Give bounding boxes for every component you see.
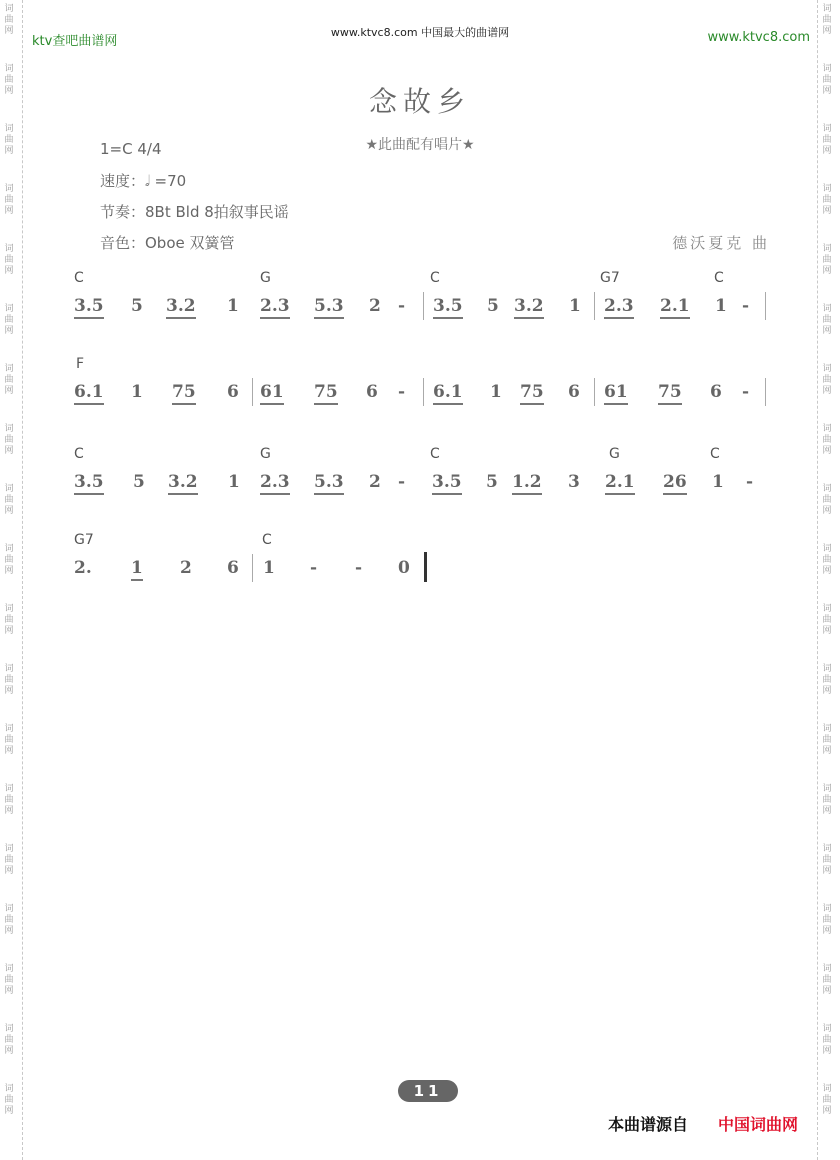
edge-watermark-tag: 词曲网 bbox=[822, 1084, 832, 1116]
note: 75 bbox=[520, 382, 544, 405]
edge-watermark-tag: 词曲网 bbox=[822, 784, 832, 816]
note: 0 bbox=[398, 558, 410, 578]
note: 2.3 bbox=[604, 296, 634, 319]
song-title: 念故乡 bbox=[368, 85, 471, 118]
tempo: 速度：𝅗𝅥 =70 bbox=[100, 172, 187, 190]
chord-symbol: C bbox=[74, 446, 84, 462]
chord-symbol: C bbox=[262, 532, 272, 548]
note: 3.5 bbox=[74, 296, 104, 319]
score-row-3 bbox=[0, 446, 840, 526]
edge-watermark-tag: 词曲网 bbox=[822, 244, 832, 276]
edge-watermark-tag: 词曲网 bbox=[822, 844, 832, 876]
edge-watermark-tag: 词曲网 bbox=[822, 364, 832, 396]
note: - bbox=[310, 558, 318, 578]
edge-watermark-tag: 词曲网 bbox=[822, 604, 832, 636]
note: - bbox=[398, 472, 406, 492]
note: - bbox=[398, 382, 406, 402]
bar-line bbox=[252, 554, 253, 582]
note: 1 bbox=[228, 472, 240, 492]
header-slogan: www.ktvc8.com 中国最大的曲谱网 bbox=[330, 26, 510, 39]
note: 61 bbox=[604, 382, 628, 405]
source-label: 本曲谱源自 bbox=[608, 1115, 689, 1134]
edge-watermark-tag: 词曲网 bbox=[822, 304, 832, 336]
note: - bbox=[742, 382, 750, 402]
chord-symbol: C bbox=[74, 270, 84, 286]
song-subtitle: ★此曲配有唱片★ bbox=[365, 137, 475, 153]
note: - bbox=[398, 296, 406, 316]
edge-watermark-tag: 词曲网 bbox=[4, 4, 14, 36]
edge-watermark-tag: 词曲网 bbox=[822, 424, 832, 456]
edge-watermark-tag: 词曲网 bbox=[4, 664, 14, 696]
chord-symbol: C bbox=[714, 270, 724, 286]
edge-watermark-tag: 词曲网 bbox=[4, 604, 14, 636]
chord-symbol: C bbox=[710, 446, 720, 462]
header-site-url[interactable]: www.ktvc8.com bbox=[707, 30, 810, 45]
bar-line bbox=[765, 378, 766, 406]
note: 2 bbox=[369, 472, 381, 492]
score-row-2 bbox=[0, 356, 840, 436]
edge-watermark-tag: 词曲网 bbox=[4, 904, 14, 936]
edge-watermark-tag: 词曲网 bbox=[822, 724, 832, 756]
note: 75 bbox=[658, 382, 682, 405]
composer: 德沃夏克 曲 bbox=[672, 234, 770, 252]
chord-symbol: C bbox=[430, 446, 440, 462]
note: 1 bbox=[131, 382, 143, 402]
edge-watermark-tag: 词曲网 bbox=[4, 424, 14, 456]
bar-line bbox=[765, 292, 766, 320]
note: 5 bbox=[131, 296, 143, 316]
edge-watermark-tag: 词曲网 bbox=[822, 964, 832, 996]
rhythm: 节奏：8Bt Bld 8拍叙事民谣 bbox=[100, 203, 289, 221]
edge-watermark-tag: 词曲网 bbox=[4, 64, 14, 96]
note: 2. bbox=[74, 558, 92, 578]
edge-watermark-tag: 词曲网 bbox=[4, 844, 14, 876]
note: 1 bbox=[712, 472, 724, 492]
note: 3.5 bbox=[74, 472, 104, 495]
note: 1 bbox=[131, 558, 143, 581]
edge-watermark-tag: 词曲网 bbox=[4, 244, 14, 276]
chord-symbol: G7 bbox=[74, 532, 94, 548]
edge-watermark-tag: 词曲网 bbox=[4, 304, 14, 336]
edge-watermark-tag: 词曲网 bbox=[822, 4, 832, 36]
note: 2 bbox=[369, 296, 381, 316]
score-row-4 bbox=[0, 532, 840, 612]
tone: 音色：Oboe 双簧管 bbox=[100, 234, 235, 252]
note: 1.2 bbox=[512, 472, 542, 495]
note: - bbox=[746, 472, 754, 492]
edge-watermark-tag: 词曲网 bbox=[4, 484, 14, 516]
edge-watermark-tag: 词曲网 bbox=[4, 1024, 14, 1056]
note: 6 bbox=[710, 382, 722, 402]
note: 61 bbox=[260, 382, 284, 405]
note: 3 bbox=[568, 472, 580, 492]
note: 5 bbox=[486, 472, 498, 492]
note: 75 bbox=[314, 382, 338, 405]
note: 6 bbox=[227, 382, 239, 402]
chord-symbol: G bbox=[260, 270, 271, 286]
edge-watermark-tag: 词曲网 bbox=[4, 544, 14, 576]
note: 75 bbox=[172, 382, 196, 405]
note: 1 bbox=[227, 296, 239, 316]
note: 1 bbox=[490, 382, 502, 402]
note: 2 bbox=[180, 558, 192, 578]
chord-symbol: G bbox=[260, 446, 271, 462]
note: 6.1 bbox=[433, 382, 463, 405]
header-site-name[interactable]: ktv查吧曲谱网 bbox=[32, 34, 118, 49]
note: - bbox=[742, 296, 750, 316]
note: 6 bbox=[366, 382, 378, 402]
edge-watermark-tag: 词曲网 bbox=[4, 184, 14, 216]
source-site-link[interactable]: 中国词曲网 bbox=[718, 1115, 799, 1134]
note: 1 bbox=[569, 296, 581, 316]
note: 3.2 bbox=[514, 296, 544, 319]
edge-watermark-tag: 词曲网 bbox=[822, 484, 832, 516]
note: 2.1 bbox=[605, 472, 635, 495]
page-number: 11 bbox=[398, 1080, 458, 1102]
note: 6 bbox=[568, 382, 580, 402]
note: 1 bbox=[263, 558, 275, 578]
edge-watermark-tag: 词曲网 bbox=[822, 664, 832, 696]
edge-watermark-tag: 词曲网 bbox=[4, 964, 14, 996]
note: 5.3 bbox=[314, 472, 344, 495]
bar-line bbox=[423, 378, 424, 406]
chord-symbol: G bbox=[609, 446, 620, 462]
note: 2.1 bbox=[660, 296, 690, 319]
chord-symbol: G7 bbox=[600, 270, 620, 286]
edge-watermark-tag: 词曲网 bbox=[822, 1024, 832, 1056]
note: 3.5 bbox=[432, 472, 462, 495]
note: 6 bbox=[227, 558, 239, 578]
edge-watermark-tag: 词曲网 bbox=[4, 364, 14, 396]
edge-watermark-tag: 词曲网 bbox=[822, 904, 832, 936]
final-bar-line bbox=[424, 552, 427, 582]
note: 3.2 bbox=[168, 472, 198, 495]
note: 5 bbox=[133, 472, 145, 492]
edge-watermark-tag: 词曲网 bbox=[4, 1084, 14, 1116]
note: 26 bbox=[663, 472, 687, 495]
note: - bbox=[355, 558, 363, 578]
note: 5.3 bbox=[314, 296, 344, 319]
edge-watermark-tag: 词曲网 bbox=[822, 64, 832, 96]
note: 2.3 bbox=[260, 472, 290, 495]
edge-watermark-tag: 词曲网 bbox=[822, 544, 832, 576]
edge-watermark-tag: 词曲网 bbox=[4, 724, 14, 756]
score-row-1 bbox=[0, 270, 840, 350]
key-signature: 1=C 4/4 bbox=[100, 140, 162, 158]
edge-watermark-tag: 词曲网 bbox=[822, 184, 832, 216]
chord-symbol: F bbox=[76, 356, 85, 372]
note: 3.5 bbox=[433, 296, 463, 319]
chord-symbol: C bbox=[430, 270, 440, 286]
note: 3.2 bbox=[166, 296, 196, 319]
note: 5 bbox=[487, 296, 499, 316]
bar-line bbox=[423, 292, 424, 320]
note: 6.1 bbox=[74, 382, 104, 405]
bar-line bbox=[594, 292, 595, 320]
bar-line bbox=[252, 378, 253, 406]
note: 2.3 bbox=[260, 296, 290, 319]
edge-watermark-tag: 词曲网 bbox=[4, 124, 14, 156]
bar-line bbox=[594, 378, 595, 406]
edge-watermark-tag: 词曲网 bbox=[822, 124, 832, 156]
edge-watermark-tag: 词曲网 bbox=[4, 784, 14, 816]
note: 1 bbox=[715, 296, 727, 316]
